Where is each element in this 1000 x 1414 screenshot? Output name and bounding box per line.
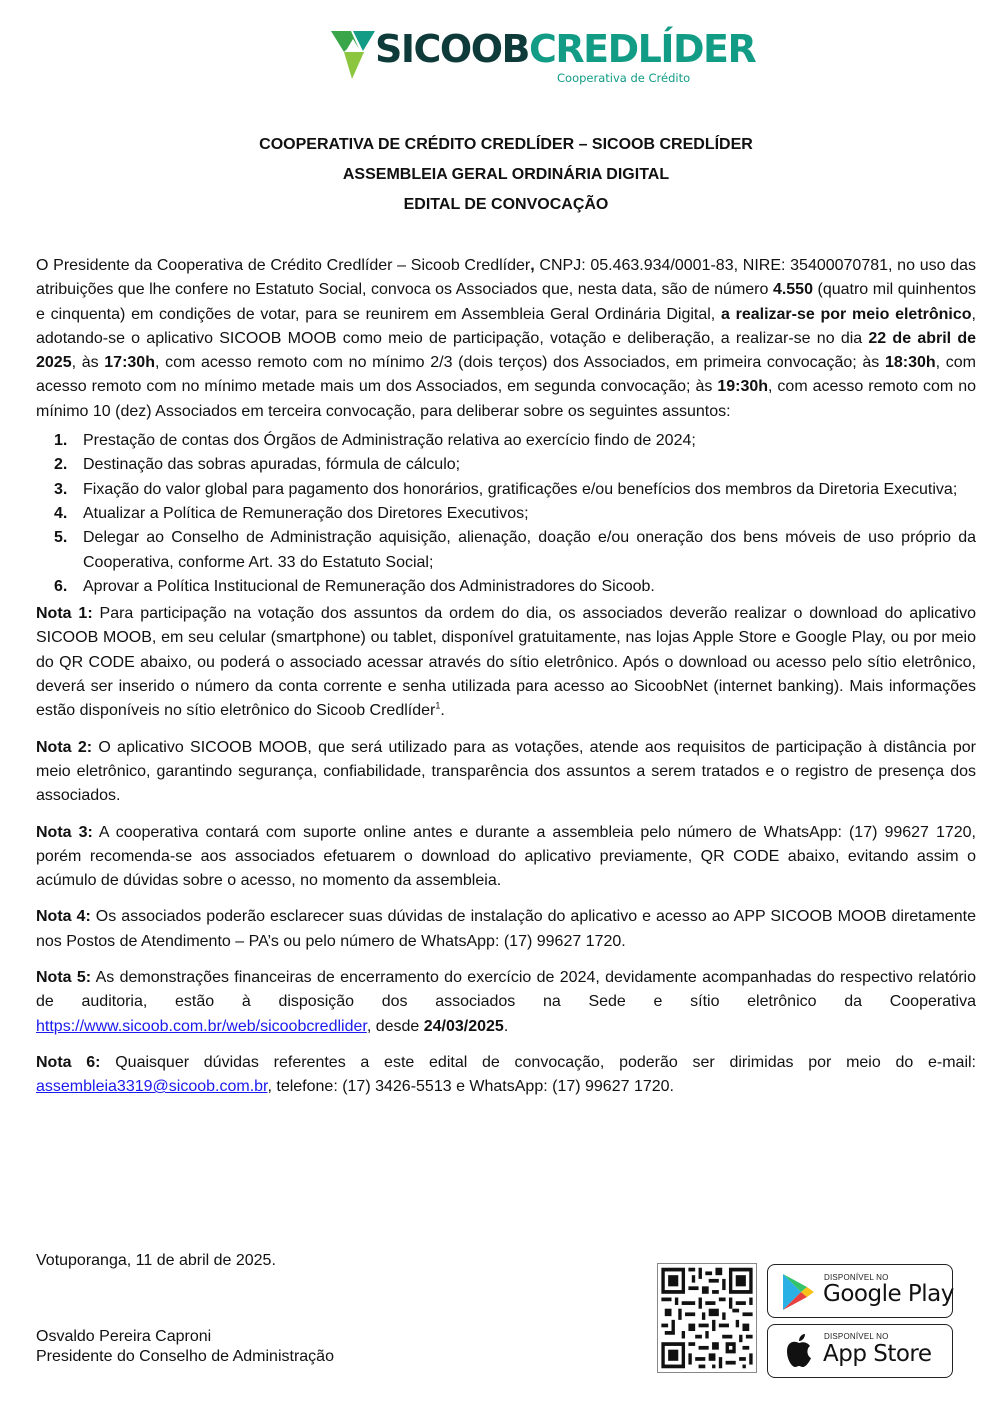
title-notice: EDITAL DE CONVOCAÇÃO: [403, 196, 609, 213]
title-assembly: ASSEMBLEIA GERAL ORDINÁRIA DIGITAL: [342, 166, 670, 183]
note-1: Nota 1: Para participação na votação dos assuntos da ordem do dia, os associados deverão realizar o download do aplicativo SICOOB MOOB, em seu celular (smartphone) ou tablet, disponível gratuitamente, nas lojas Apple Store e Google Play, ou por meio do QR CODE abaixo, ou poderá o associado acessar através do sítio eletrônico. Após o download ou acesso pelo sítio eletrônico, deverá ser inserido o número da conta corrente e senha utilizada para acesso ao SicoobNet (internet banking). Mais informações estão disponíveis no sítio eletrônico do Sicoob Credlíder$^1$.: [36, 605, 976, 720]
agenda-item: 1. Prestação de contas dos Órgãos de Administração relativa ao exercício findo de 2024;: [54, 432, 696, 450]
apple-icon: [784, 1333, 814, 1369]
sicoob-credlider-logo: [331, 27, 756, 89]
agenda-item: 3. Fixação do valor global para pagamento dos honorários, gratificações e/ou benefícios dos membros da Diretoria Executiva;: [54, 480, 958, 498]
logo-subtitle: Cooperativa de Crédito: [557, 71, 691, 85]
apple-badge-big-text: App Store: [823, 1341, 932, 1367]
note-5: Nota 5: As demonstrações financeiras de encerramento do exercício de 2024, devidamente acompanhadas do respectivo relatório de auditoria, estão à disposição dos associados na Sede e sítio eletrônico da Cooperativa https://www.sicoob.com.br/web/sicoobcredlider, desde 24/03/2025.: [36, 969, 977, 1035]
app-store-badge[interactable]: [767, 1324, 953, 1378]
logo-brand-text: SICOOBCREDLÍDER: [375, 27, 756, 71]
qr-code[interactable]: [657, 1263, 757, 1373]
document-titles: [0, 130, 1000, 220]
google-badge-small-text: DISPONÍVEL NO: [824, 1273, 889, 1282]
google-play-badge[interactable]: [767, 1264, 953, 1318]
agenda-item: 2. Destinação das sobras apuradas, fórmula de cálculo;: [54, 456, 461, 474]
agenda-item: 6. Aprovar a Política Institucional de Remuneração dos Administradores do Sicoob.: [54, 577, 655, 595]
note-6: Nota 6: Quaisquer dúvidas referentes a este edital de convocação, poderão ser dirimidas por meio do e-mail: assembleia3319@sicoob.com.br, telefone: (17) 3426-5513 e WhatsApp: (17) 99627 1720.: [36, 1053, 977, 1096]
signer-name: Osvaldo Pereira Caproni: [36, 1328, 212, 1345]
agenda-list: [36, 429, 976, 599]
place-date: Votuporanga, 11 de abril de 2025.: [36, 1252, 276, 1269]
document-body: [36, 254, 976, 1112]
cooperative-website-link[interactable]: https://www.sicoob.com.br/web/sicoobcredlider: [36, 1017, 367, 1035]
footnote-ref: 1: [435, 701, 441, 712]
note-4: Nota 4: Os associados poderão esclarecer suas dúvidas de instalação do aplicativo e acesso ao APP SICOOB MOOB diretamente nos Postos de Atendimento – PA’s ou pelo número de WhatsApp: (17) 99627 1720.: [36, 908, 976, 950]
agenda-item: 4. Atualizar a Política de Remuneração dos Diretores Executivos;: [54, 504, 529, 522]
apple-badge-small-text: DISPONÍVEL NO: [824, 1332, 889, 1341]
note-2: Nota 2: O aplicativo SICOOB MOOB, que será utilizado para as votações, atende aos requisitos de participação à distância por meio eletrônico, garantindo segurança, confiabilidade, transparência dos assuntos a serem tratados e o registro de presença dos associados.: [36, 738, 976, 805]
qr-code-icon: [658, 1264, 756, 1372]
google-badge-big-text: Google Play: [823, 1281, 954, 1307]
logo-triangle-icon: [331, 29, 375, 81]
intro-paragraph: O Presidente da Cooperativa de Crédito Credlíder – Sicoob Credlíder, CNPJ: 05.463.934/0001-83, NIRE: 35400070781, no uso das atribuições que lhe confere no Estatuto Social, convoca os Associados que, nesta data, são de número 4.550 (quatro mil quinhentos e cinquenta) em condições de votar, para se reunirem em Assembleia Geral Ordinária Digital, a realizar-se por meio eletrônico, adotando-se o aplicativo SICOOB MOOB como meio de participação, votação e deliberação, a realizar-se no dia 22 de abril de 2025, às 17:30h, com acesso remoto com no mínimo 2/3 (dois terços) dos Associados, em primeira convocação; às 18:30h, com acesso remoto com no mínimo metade mais um dos Associados, em segunda convocação; às 19:30h, com acesso remoto com no mínimo 10 (dez) Associados em terceira convocação, para deliberar sobre os seguintes assuntos:: [36, 257, 977, 420]
title-cooperative: COOPERATIVA DE CRÉDITO CREDLÍDER – SICOOB CREDLÍDER: [259, 136, 753, 153]
signer-role: Presidente do Conselho de Administração: [36, 1348, 334, 1365]
note-3: Nota 3: A cooperativa contará com suporte online antes e durante a assembleia pelo número de WhatsApp: (17) 99627 1720, porém recomenda-se aos associados efetuarem o download do aplicativo previamente, QR CODE abaixo, evitando assim o acúmulo de dúvidas sobre o acesso, no momento da assembleia.: [36, 823, 976, 890]
google-play-icon: [781, 1273, 815, 1311]
agenda-item: 5. Delegar ao Conselho de Administração aquisição, alienação, doação e/ou oneração dos bens móveis de uso próprio da Cooperativa, conforme Art. 33 do Estatuto Social;: [54, 529, 976, 571]
assembly-email-link[interactable]: assembleia3319@sicoob.com.br: [36, 1078, 268, 1096]
